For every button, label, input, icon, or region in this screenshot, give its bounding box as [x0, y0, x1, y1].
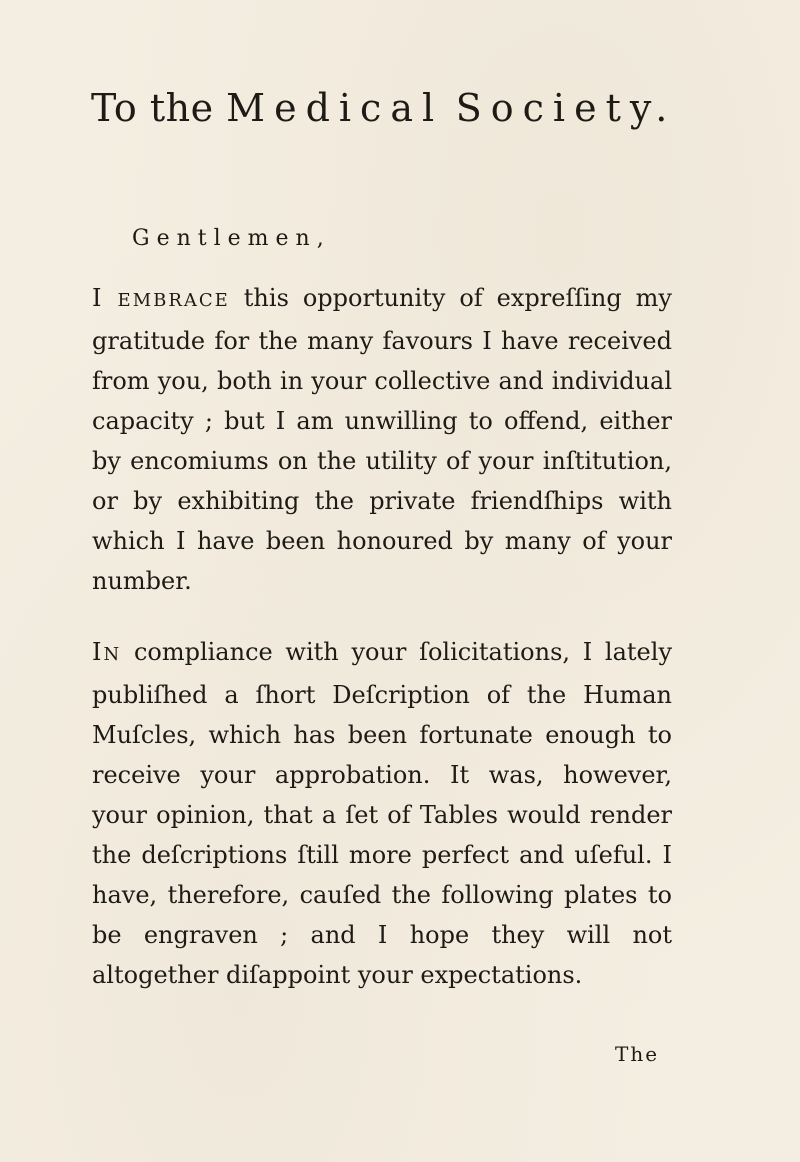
page-title [91, 86, 676, 130]
paragraph-2-lead-rest: N [103, 644, 122, 665]
heading-prefix: To the [91, 86, 227, 130]
paragraph-2-body: compliance with your ſolicitations, I lately publiſhed a ſhort Deſcription of the Human Muſcles, which has been fortunate enough to receive your approbation. It was, however, your opinion, that a ſet of Tables would render the deſcriptions ſtill more perfect and uſeful. I have, therefore, cauſed the following plates to be engraven ; and I hope they will not altogether diſappoint your expectations. [92, 638, 672, 989]
salutation: Gentlemen, [132, 226, 331, 251]
paragraph-2 [92, 632, 672, 995]
heading-medical: Medical [226, 86, 444, 130]
paragraph-2-lead [92, 638, 122, 666]
paragraph-2-lead-cap: I [92, 638, 104, 666]
paragraph-1-lead-rest: EMBRACE [103, 290, 230, 311]
paragraph-1 [92, 278, 672, 601]
paragraph-1-body: this opportunity of expreſſing my gratitude for the many favours I have received from you, both in your collective and individual capacity ; but I am unwilling to offend, either by encomiums on the utility of your inſtitution, or by exhibiting the private friendſhips with which I have been honoured by many of your number. [92, 284, 672, 595]
catchword: The [615, 1042, 660, 1066]
paragraph-1-lead [92, 284, 230, 312]
paragraph-1-lead-cap: I [92, 284, 104, 312]
heading-society: Society. [455, 86, 677, 130]
